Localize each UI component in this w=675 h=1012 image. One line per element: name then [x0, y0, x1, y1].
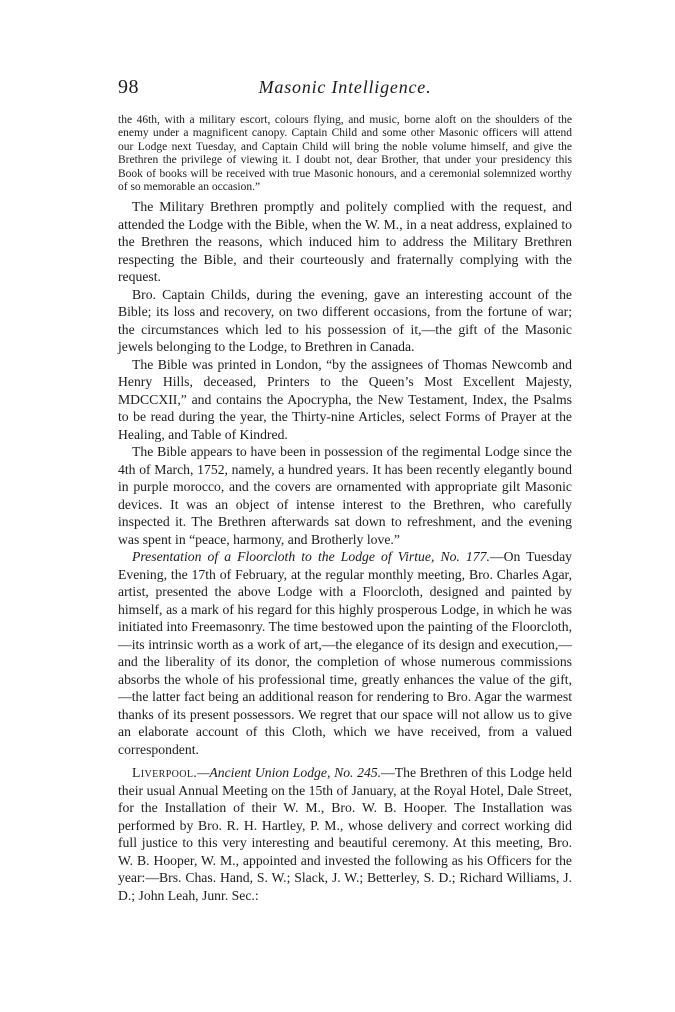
paragraph: The Bible was printed in London, “by the assignees of Thomas Newcomb and Henry Hills, deceased, Printers to the Queen’s Most Excellent Majesty, MDCCXII,” and contains the Apocrypha, the New Testament, Index, the Psalms to be read during the year, the Thirty-nine Articles, select Forms of Prayer at the Healing, and Table of Kindred.: [118, 356, 572, 442]
page-number: 98: [118, 76, 139, 98]
section-heading: —Ancient Union Lodge, No. 245.: [197, 765, 382, 781]
paragraph-text: —On Tuesday Evening, the 17th of February, at the regular monthly meeting, Bro. Charles Agar, artist, presented the above Lodge with a Floorcloth, designed and painted by himself, as a mark of his regard for this highly prosperous Lodge, in which he was initiated into Freemasonry. The time bestowed upon the painting of the Floorcloth,—its intrinsic worth as a work of art,—the elegance of its design and execution,—and the liberality of its donor, the completion of whose numerous commissions absorbs the whole of his professional time, greatly enhances the value of the gift,—the latter fact being an additional reason for rendering to Bro. Agar the warmest thanks of its present possessors. We regret that our space will not allow us to give an elaborate account of this Cloth, which we have received, from a valued correspondent.: [118, 549, 573, 757]
section-heading: Presentation of a Floorcloth to the Lodge of Virtue, No. 177.: [132, 549, 490, 565]
quoted-letter: the 46th, with a military escort, colours flying, and music, borne aloft on the shoulders of the enemy under a magnificent canopy. Captain Child and some other Masonic officers will attend our Lodge next Tuesday, and Captain Child will bring the noble volume himself, and give the Brethren the privilege of viewing it. I doubt not, dear Brother, that under your presidency this Book of books will be received with true Masonic honours, and a ceremonial solemnized worthy of so memorable an occasion.”: [118, 114, 572, 194]
article-body: [118, 114, 572, 904]
paragraph-text: —The Brethren of this Lodge held their usual Annual Meeting on the 15th of January, at the Royal Hotel, Dale Street, for the Installation of their W. M., Bro. W. B. Hooper. The Installation was performed by Bro. R. H. Hartley, P. M., whose delivery and correct working did full justice to this very interesting and beautiful ceremony. At this meeting, Bro. W. B. Hooper, W. M., appointed and invested the following as his Officers for the year:—Brs. Chas. Hand, S. W.; Slack, J. W.; Betterley, S. D.; Richard Williams, J. D.; John Leah, Junr. Sec.:: [118, 765, 572, 903]
place-name: Liverpool.: [132, 765, 198, 781]
paragraph: The Bible appears to have been in possession of the regimental Lodge since the 4th of March, 1752, namely, a hundred years. It has been recently elegantly bound in purple morocco, and the covers are ornamented with appropriate gilt Masonic devices. It was an object of intense interest to the Brethren, who carefully inspected it. The Brethren afterwards sat down to refreshment, and the evening was spent in “peace, harmony, and Brotherly love.”: [118, 444, 572, 547]
page-header: [118, 76, 572, 104]
paragraph: [118, 548, 572, 758]
paragraph: Bro. Captain Childs, during the evening, gave an interesting account of the Bible; its loss and recovery, on two different occasions, from the fortune of war; the circumstances which led to his possession of it,—the gift of the Masonic jewels belonging to the Lodge, to Brethren in Canada.: [118, 286, 572, 355]
running-title: Masonic Intelligence.: [258, 77, 432, 97]
paragraph: [118, 764, 572, 904]
paragraph: The Military Brethren promptly and politely complied with the request, and attended the Lodge with the Bible, when the W. M., in a neat address, explained to the Brethren the reasons, which induced him to address the Military Brethren respecting the Bible, and their courteously and fraternally complying with the request.: [118, 199, 572, 285]
